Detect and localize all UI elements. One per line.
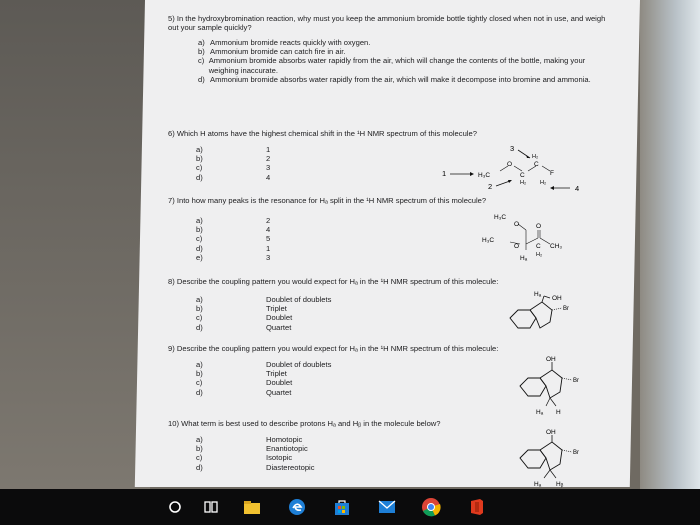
option-value: 5 bbox=[266, 234, 271, 244]
molecule-q6-drawing bbox=[430, 144, 600, 194]
option-value: 2 bbox=[266, 154, 271, 164]
store-icon[interactable] bbox=[330, 496, 354, 518]
mail-icon[interactable] bbox=[375, 496, 399, 518]
option-letter[interactable]: d) bbox=[196, 387, 203, 397]
background-right bbox=[640, 0, 700, 490]
option-value: Homotopic bbox=[266, 435, 303, 444]
option-letter[interactable]: d) bbox=[196, 322, 203, 332]
atom-h3c-top: H₃C bbox=[494, 214, 507, 221]
option-letter[interactable]: c) bbox=[196, 234, 203, 244]
atom-f: F bbox=[550, 170, 554, 177]
label-4: 4 bbox=[575, 184, 580, 193]
molecule-q6 bbox=[430, 144, 600, 194]
option-letter[interactable]: b) bbox=[196, 304, 203, 314]
molecule-q10 bbox=[510, 428, 610, 490]
question-6-letters bbox=[196, 145, 203, 182]
atom-c1: C bbox=[520, 172, 525, 179]
option-letter[interactable]: b) bbox=[196, 444, 203, 454]
option-value: Diastereotopic bbox=[266, 462, 315, 472]
task-view-icon[interactable] bbox=[200, 496, 222, 518]
atom-h3c: H₃C bbox=[478, 172, 491, 179]
atom-oh: OH bbox=[546, 429, 556, 436]
chrome-icon[interactable] bbox=[418, 496, 444, 518]
question-10-values bbox=[266, 435, 315, 472]
option-value: 1 bbox=[266, 243, 271, 253]
atom-ha: Hₐ bbox=[536, 409, 544, 416]
atom-br: Br bbox=[573, 378, 579, 384]
option-letter[interactable]: c) bbox=[196, 378, 203, 388]
atom-o-carbonyl: O bbox=[536, 223, 542, 230]
atom-oh: OH bbox=[552, 295, 562, 302]
question-6-values bbox=[266, 145, 270, 182]
question-7-letters bbox=[196, 216, 203, 262]
atom-o-left: O bbox=[514, 243, 520, 250]
atom-ha: Hₐ bbox=[534, 481, 542, 488]
option-value: 1 bbox=[266, 145, 271, 154]
option-letter[interactable]: b) bbox=[196, 369, 203, 379]
option-letter[interactable]: d) bbox=[196, 462, 203, 472]
molecule-q8 bbox=[500, 288, 600, 348]
option-value: 4 bbox=[266, 225, 271, 235]
molecule-q7 bbox=[480, 210, 600, 270]
option-letter[interactable]: a) bbox=[196, 360, 203, 369]
option-letter[interactable]: d) bbox=[196, 172, 203, 182]
molecule-q8-drawing bbox=[500, 288, 600, 348]
option-value: Triplet bbox=[266, 369, 287, 379]
file-explorer-icon[interactable] bbox=[240, 496, 264, 518]
question-5-options bbox=[198, 38, 608, 84]
molecule-q7-drawing bbox=[480, 210, 600, 270]
option-letter[interactable]: a) bbox=[196, 295, 203, 304]
taskbar bbox=[0, 489, 700, 525]
option-value: Isotopic bbox=[266, 453, 293, 463]
question-9-text: 9) Describe the coupling pattern you would expect for Hₐ in the ¹H NMR spectrum of this molecule: bbox=[168, 344, 499, 353]
label-3: 3 bbox=[510, 144, 515, 153]
office-icon[interactable] bbox=[465, 496, 489, 518]
atom-ha: Hₐ bbox=[534, 291, 542, 298]
option-value: Doublet bbox=[266, 378, 293, 388]
question-9-values bbox=[266, 360, 331, 397]
option-value: Quartet bbox=[266, 387, 292, 397]
question-10-letters bbox=[196, 435, 203, 472]
option-letter[interactable]: e) bbox=[196, 252, 203, 262]
molecule-q9 bbox=[510, 354, 610, 424]
molecule-q10-drawing bbox=[510, 428, 610, 490]
question-5 bbox=[168, 14, 608, 32]
question-8 bbox=[168, 277, 608, 286]
atom-o-top: O bbox=[514, 221, 520, 228]
question-10-text: 10) What term is best used to describe protons Hₐ and Hᵦ in the molecule below? bbox=[168, 419, 441, 428]
atom-h2-top: H₂ bbox=[532, 154, 539, 160]
option-value: Quartet bbox=[266, 322, 292, 332]
option-letter[interactable]: a) bbox=[196, 216, 203, 225]
option-item[interactable]: c) Ammonium bromide absorbs water rapidly from the air, which will change the contents of the bottle, making your weighing inaccurate. bbox=[198, 56, 586, 75]
question-5-text: 5) In the hydroxybromination reaction, why must you keep the ammonium bromide bottle tightly closed when not in use, and weigh out your sample quickly? bbox=[168, 14, 606, 33]
option-value: Enantiotopic bbox=[266, 444, 308, 454]
question-7 bbox=[168, 196, 608, 205]
atom-h2: H₂ bbox=[536, 252, 543, 258]
atom-oh: OH bbox=[546, 356, 556, 363]
atom-c2: C bbox=[534, 161, 539, 168]
molecule-q9-drawing bbox=[510, 354, 610, 424]
atom-hb: Hᵦ bbox=[556, 481, 564, 488]
option-value: Doublet bbox=[266, 313, 293, 323]
atom-c: C bbox=[536, 243, 541, 250]
option-letter[interactable]: c) bbox=[196, 163, 203, 173]
option-letter[interactable]: c) bbox=[196, 453, 203, 463]
option-value: 3 bbox=[266, 252, 271, 262]
windows-search-icon[interactable] bbox=[164, 496, 186, 518]
atom-o: O bbox=[507, 161, 513, 168]
question-7-values bbox=[266, 216, 270, 262]
option-value: Doublet of doublets bbox=[266, 295, 332, 304]
atom-ha: Hₐ bbox=[520, 255, 528, 262]
edge-icon[interactable] bbox=[285, 496, 309, 518]
label-2: 2 bbox=[488, 182, 493, 191]
option-letter[interactable]: d) bbox=[196, 243, 203, 253]
option-value: Triplet bbox=[266, 304, 287, 314]
question-8-text: 8) Describe the coupling pattern you would expect for Hₐ in the ¹H NMR spectrum of this molecule: bbox=[168, 277, 499, 286]
atom-br: Br bbox=[573, 450, 579, 456]
question-10 bbox=[168, 419, 608, 428]
question-8-values bbox=[266, 295, 331, 332]
option-value: 4 bbox=[266, 172, 271, 182]
atom-ch3: CH₃ bbox=[550, 243, 563, 250]
question-9 bbox=[168, 344, 608, 353]
background-left bbox=[0, 0, 150, 490]
option-value: 2 bbox=[266, 216, 271, 225]
question-9-letters bbox=[196, 360, 203, 397]
option-letter[interactable]: b) bbox=[196, 154, 203, 164]
atom-h3c-left: H₃C bbox=[482, 237, 495, 244]
question-8-letters bbox=[196, 295, 203, 332]
question-7-text: 7) Into how many peaks is the resonance for Hₐ split in the ¹H NMR spectrum of this molecule? bbox=[168, 196, 487, 205]
option-letter[interactable]: c) bbox=[196, 313, 203, 323]
option-item[interactable]: a) Ammonium bromide reacts quickly with oxygen. bbox=[198, 38, 371, 47]
question-6 bbox=[168, 129, 608, 138]
atom-h: H bbox=[556, 409, 561, 416]
atom-br: Br bbox=[563, 306, 569, 312]
atom-h2-bottom-left: H₂ bbox=[520, 180, 527, 186]
option-value: 3 bbox=[266, 163, 271, 173]
option-letter[interactable]: a) bbox=[196, 435, 203, 444]
option-letter[interactable]: b) bbox=[196, 225, 203, 235]
document-page bbox=[160, 14, 630, 488]
option-item[interactable]: b) Ammonium bromide can catch fire in air. bbox=[198, 47, 346, 57]
question-6-text: 6) Which H atoms have the highest chemical shift in the ¹H NMR spectrum of this molecule? bbox=[168, 129, 477, 138]
atom-h2-bottom-right: H₂ bbox=[540, 180, 547, 186]
option-value: Doublet of doublets bbox=[266, 360, 332, 369]
option-letter[interactable]: a) bbox=[196, 145, 203, 154]
label-1: 1 bbox=[442, 169, 447, 178]
option-item[interactable]: d) Ammonium bromide absorbs water rapidly from the air, which will make it decompose into bromine and ammonia. bbox=[198, 74, 591, 84]
